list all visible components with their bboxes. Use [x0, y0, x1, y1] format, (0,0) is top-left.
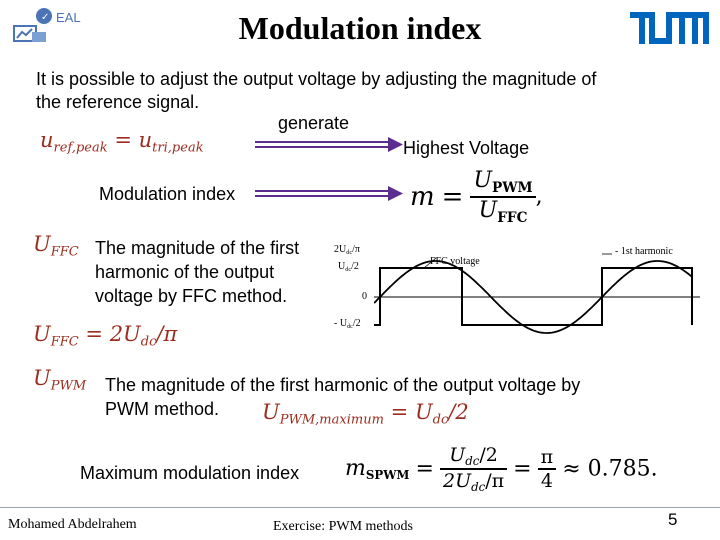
ffc-equation: [33, 322, 177, 350]
modulation-den-sub: FFC: [497, 209, 528, 226]
max-index-approx: ≈ 0.785.: [562, 456, 658, 482]
tum-logo: [630, 12, 710, 46]
eq-ref-lhs-sub: ref,peak: [53, 140, 108, 156]
plot-ytick-top-sub: dc: [346, 249, 353, 257]
plot-ytick-top: [334, 244, 360, 256]
modulation-arrow: [255, 185, 405, 203]
plot-ytick-neg-main: - U: [334, 318, 348, 329]
max-index-m: m: [345, 456, 366, 482]
ffc-eq-rhs: = 2U: [85, 322, 141, 346]
page-number: 5: [668, 510, 678, 529]
eq-ref-lhs: u: [40, 128, 54, 152]
modulation-equation: [410, 168, 543, 226]
tum-logo-icon: [630, 12, 710, 46]
modulation-fraction: [470, 168, 535, 226]
logo-text: EAL: [56, 10, 81, 25]
plot-ytick-mid-main: U: [338, 261, 346, 272]
modulation-num-sub: PWM: [492, 179, 533, 196]
max-index-fraction-1: [440, 444, 507, 494]
ffc-eq-tail: /π: [156, 322, 178, 346]
ffc-desc-line-3: voltage by FFC method.: [95, 286, 288, 306]
frac1-den-tail: /π: [485, 470, 505, 493]
ffc-desc-line-1: The magnitude of the first: [95, 238, 300, 258]
modulation-num: U: [473, 168, 492, 193]
ffc-eq-rhs-sub: dc: [140, 334, 157, 350]
plot-ytick-mid-tail: /2: [351, 261, 359, 272]
frac2-num: π: [538, 446, 557, 470]
frac1-den: 2U: [443, 470, 472, 493]
pwm-eq-rhs-sub: dc: [432, 412, 449, 428]
intro-line-2: the reference signal.: [36, 92, 200, 112]
eq-ref-rhs: u: [138, 128, 153, 152]
max-index-eq2: =: [513, 456, 532, 482]
pwm-equation: [262, 400, 469, 428]
pwm-eq-tail: /2: [448, 400, 469, 424]
frac2-den: 4: [540, 470, 553, 493]
ffc-waveform-plot: [330, 236, 700, 336]
frac1-num-sub: dc: [465, 454, 480, 469]
max-index-m-sub: SPWM: [365, 468, 410, 483]
eq-ref-rhs-sub: tri,peak: [152, 140, 204, 156]
plot-ytick-neg-sub: dc: [347, 323, 353, 331]
modulation-index-label: Modulation index: [99, 184, 236, 204]
pwm-symbol: [33, 366, 86, 394]
plot-ytick-top-main: 2U: [334, 244, 347, 255]
ffc-eq-lhs-sub: FFC: [50, 334, 79, 350]
generate-label: generate: [278, 113, 350, 133]
intro-line-1: It is possible to adjust the output voltage by adjusting the magnitude of: [36, 69, 597, 89]
highest-voltage-label: Highest Voltage: [403, 138, 530, 158]
modulation-m: m: [410, 181, 435, 212]
plot-ytick-neg-tail: /2: [352, 318, 361, 329]
modulation-comma: ,: [535, 183, 543, 209]
ffc-voltage-label: FFC voltage: [430, 256, 480, 267]
plot-ytick-neg: [334, 318, 361, 330]
footer-topic: Exercise: PWM methods: [273, 519, 413, 534]
ffc-desc-line-2: harmonic of the output: [95, 262, 275, 282]
footer-author: Mohamed Abdelrahem: [8, 517, 137, 532]
ffc-eq-lhs: U: [33, 322, 51, 346]
pwm-eq-lhs-sub: PWM,maximum: [279, 412, 384, 428]
frac1-den-sub: dc: [471, 480, 486, 495]
frac1-num-tail: /2: [479, 444, 498, 466]
plot-ytick-mid-sub: dc: [345, 266, 352, 274]
max-index-eq: =: [415, 456, 434, 482]
svg-text:✓: ✓: [41, 12, 50, 23]
plot-ytick-top-tail: /π: [352, 244, 360, 255]
modulation-eq: =: [441, 181, 464, 212]
max-index-label: Maximum modulation index: [80, 463, 300, 483]
pwm-symbol-u: U: [33, 366, 51, 390]
first-harmonic-label: - 1st harmonic: [615, 246, 673, 257]
ffc-symbol-u: U: [33, 232, 51, 256]
ffc-symbol: [33, 232, 79, 260]
plot-ytick-zero: 0: [362, 291, 367, 302]
plot-ytick-mid: [338, 261, 359, 273]
max-index-equation: [345, 444, 658, 494]
pwm-eq-rhs: = U: [390, 400, 433, 424]
frac1-num: U: [449, 444, 466, 466]
modulation-den: U: [478, 197, 498, 223]
pwm-desc-line-1: The magnitude of the first harmonic of the output voltage by: [105, 375, 581, 395]
page-title: Modulation index: [238, 10, 482, 46]
max-index-fraction-2: [538, 446, 557, 492]
equation-reference: [40, 128, 204, 156]
eq-ref-op: =: [114, 128, 132, 152]
pwm-desc-line-2: PWM method.: [105, 399, 220, 419]
footer-rule: [0, 507, 720, 508]
generate-arrow: [255, 136, 405, 154]
pwm-eq-lhs: U: [262, 400, 280, 424]
pwm-symbol-sub: PWM: [50, 378, 87, 394]
ffc-symbol-sub: FFC: [50, 244, 79, 260]
